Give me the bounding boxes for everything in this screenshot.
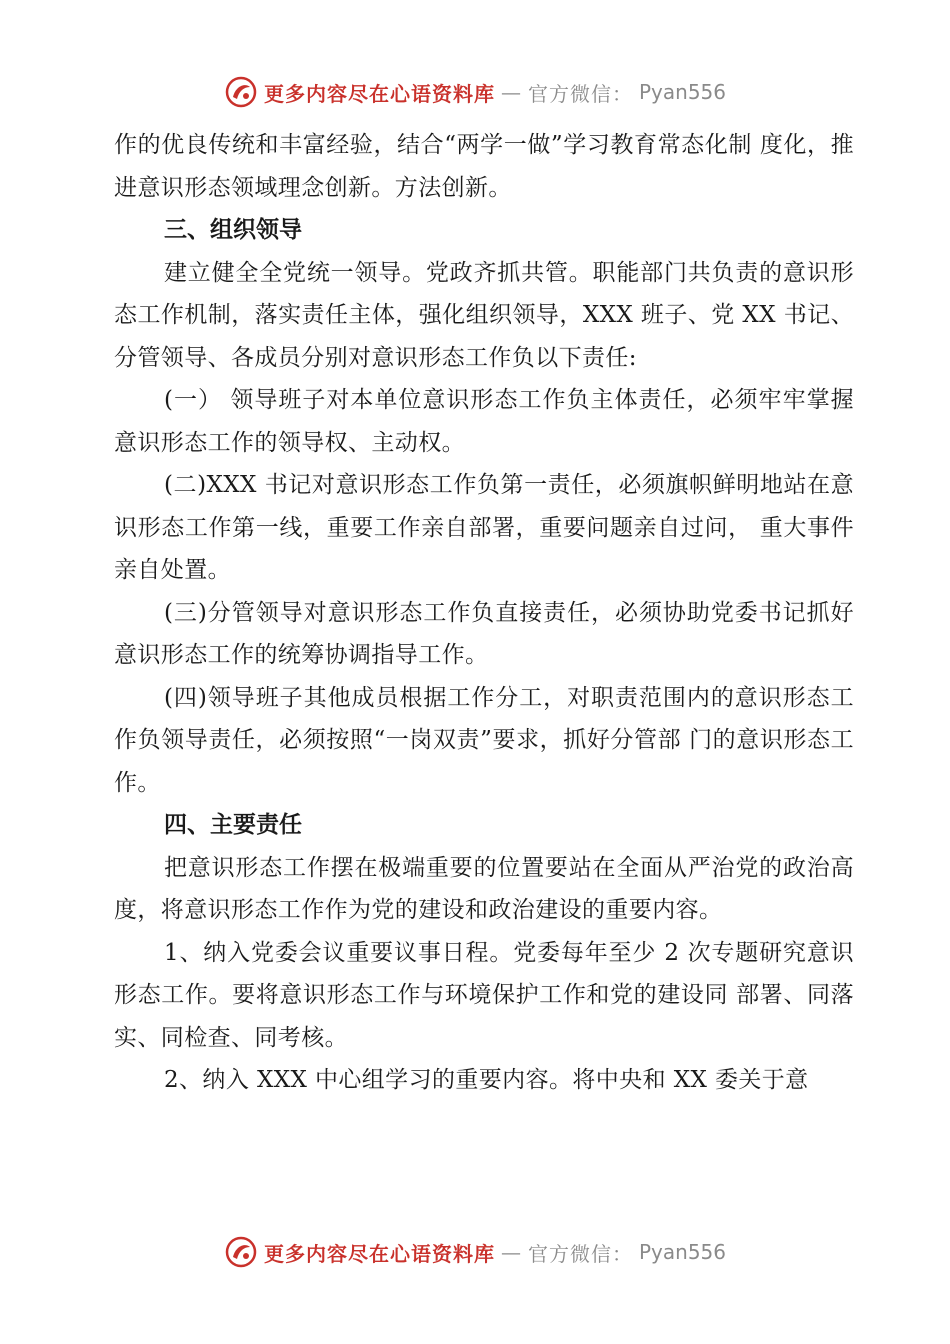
document-body	[114, 124, 854, 1102]
watermark-wechat-id: Pyan556	[638, 1240, 726, 1264]
watermark-header	[0, 72, 950, 112]
paragraph: (二)XXX 书记对意识形态工作负第一责任，必须旗帜鲜明地站在意识形态工作第一线，重要工作亲自部署，重要问题亲自过问， 重大事件亲自处置。	[114, 472, 854, 583]
watermark-brand: 更多内容尽在心语资料库	[263, 81, 495, 106]
watermark-brand: 更多内容尽在心语资料库	[263, 1241, 495, 1266]
watermark-separator: —	[500, 80, 522, 104]
paragraph: 1、纳入党委会议重要议事日程。党委每年至少 2 次专题研究意识形态工作。要将意识形态工作与环境保护工作和党的建设同 部署、同落实、同检查、同考核。	[114, 939, 854, 1051]
paragraph-continuation: 作的优良传统和丰富经验，结合“两学一做”学习教育常态化制 度化，推进意识形态领域理念创新。方法创新。	[114, 132, 854, 201]
section-heading-3: 三、组织领导	[164, 217, 302, 243]
watermark-footer	[0, 1232, 950, 1272]
brand-logo-icon	[224, 1235, 258, 1269]
watermark-wechat-label: 官方微信：	[527, 81, 633, 106]
watermark-wechat-label: 官方微信：	[527, 1241, 633, 1266]
paragraph: 建立健全全党统一领导。党政齐抓共管。职能部门共负责的意识形态工作机制，落实责任主体，强化组织领导，XXX 班子、党 XX 书记、分管领导、各成员分别对意识形态工作负以下责任:	[114, 259, 854, 371]
watermark-separator: —	[500, 1240, 522, 1264]
paragraph: (四)领导班子其他成员根据工作分工，对职责范围内的意识形态工作负领导责任，必须按照“一岗双责”要求，抓好分管部 门的意识形态工作。	[114, 684, 854, 796]
watermark-wechat-id: Pyan556	[638, 80, 726, 104]
section-heading-4: 四、主要责任	[164, 812, 302, 838]
paragraph: 2、纳入 XXX 中心组学习的重要内容。将中央和 XX 委关于意	[164, 1067, 809, 1093]
brand-logo-icon	[224, 75, 258, 109]
paragraph: 把意识形态工作摆在极端重要的位置要站在全面从严治党的政治高度，将意识形态工作作为党的建设和政治建设的重要内容。	[114, 854, 854, 923]
paragraph: (三)分管领导对意识形态工作负直接责任，必须协助党委书记抓好意识形态工作的统筹协调指导工作。	[114, 599, 854, 668]
paragraph: (一） 领导班子对本单位意识形态工作负主体责任，必须牢牢掌握意识形态工作的领导权、主动权。	[114, 387, 854, 456]
